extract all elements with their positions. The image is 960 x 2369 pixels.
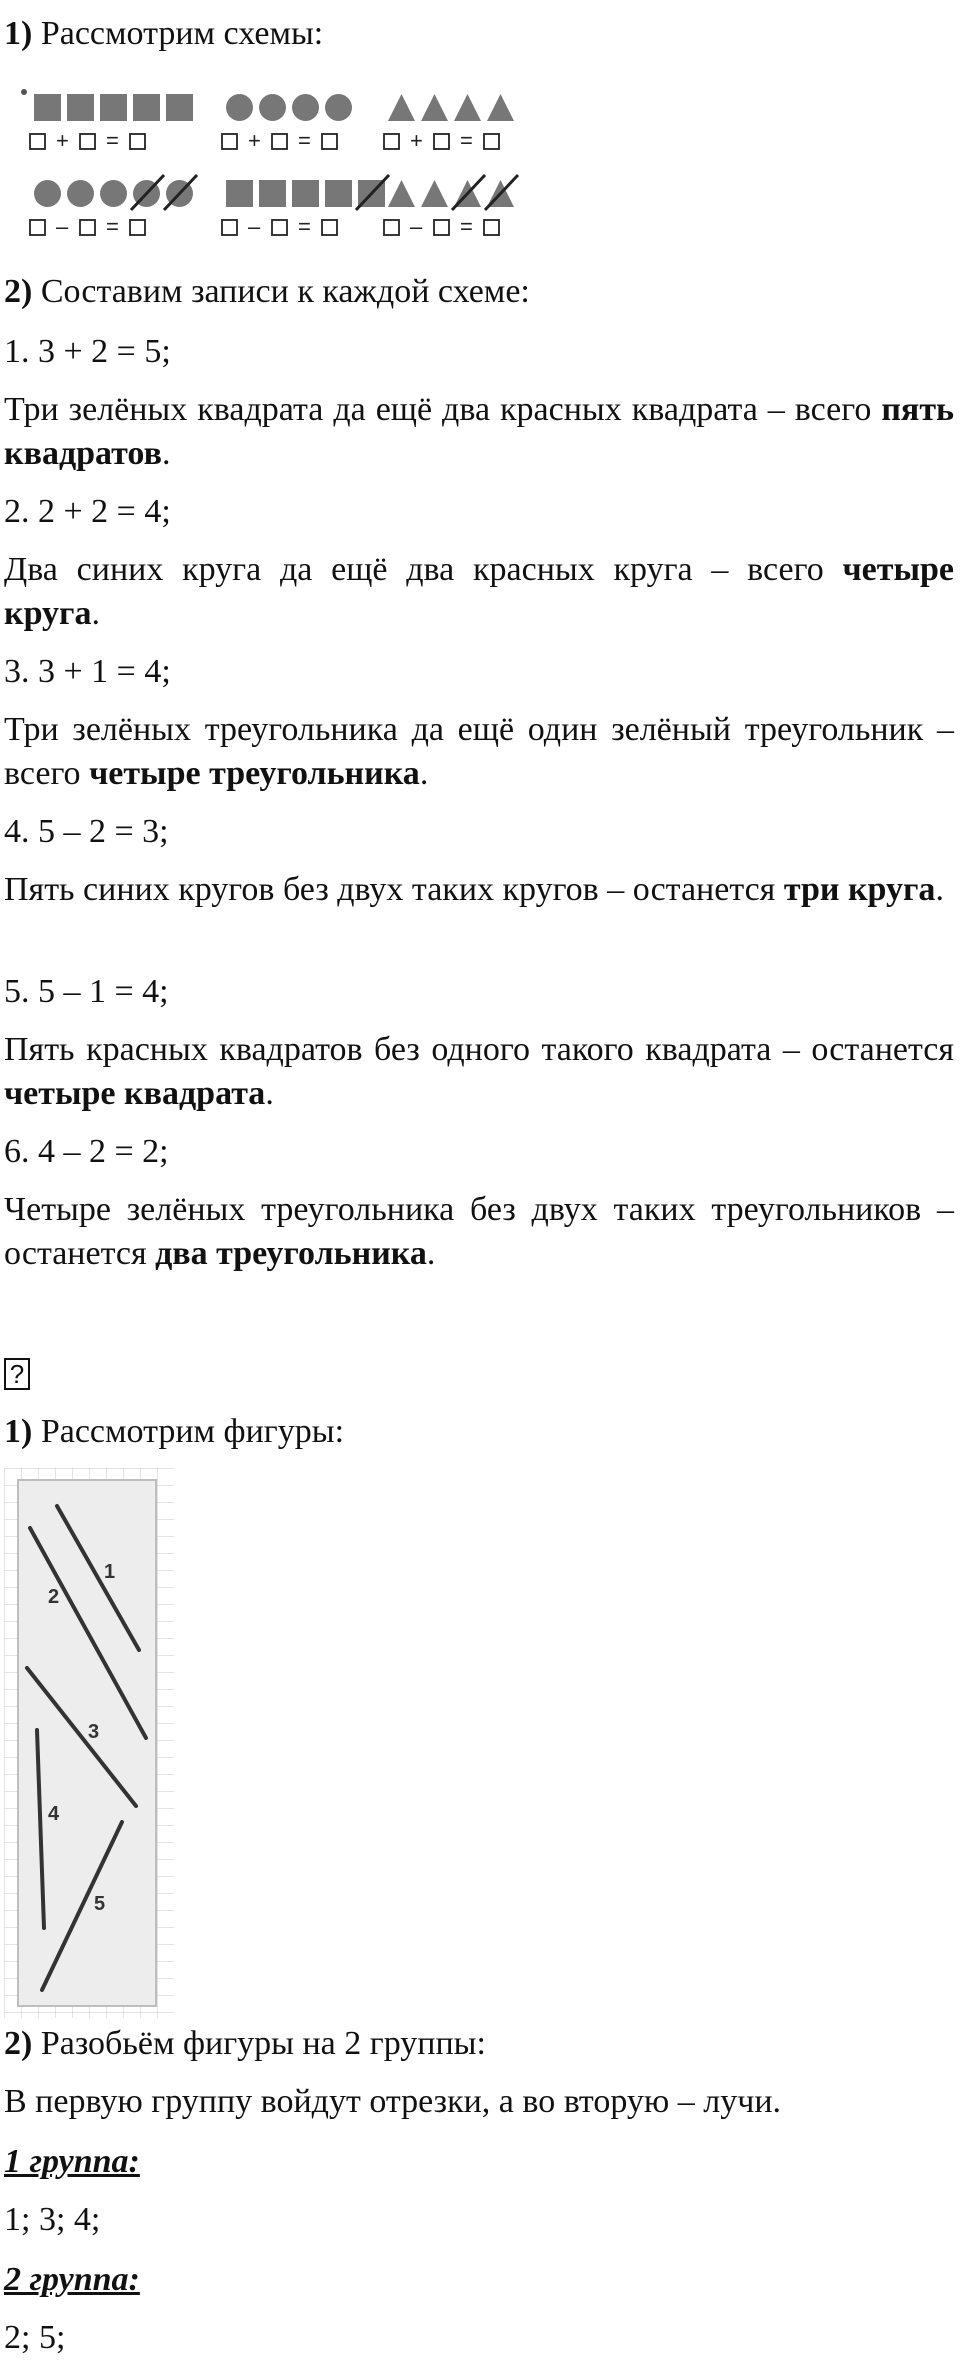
empty-box	[434, 220, 449, 235]
equation-4: 4. 5 – 2 = 3;	[4, 813, 169, 850]
sentence-5: Пять красных квадратов без одного такого квадрата – останется четыре квадрата.	[4, 1031, 954, 1112]
empty-box	[434, 134, 449, 149]
step2-heading: 2) Составим записи к каждой схеме:	[4, 273, 530, 310]
group1-items: 1; 3; 4;	[4, 2201, 101, 2238]
equals-sign: =	[460, 214, 473, 239]
empty-box	[322, 220, 337, 235]
part2-step2-heading: 2) Разобьём фигуры на 2 группы:	[4, 2025, 486, 2062]
sentence-1: Три зелёных квадрата да ещё два красных квадрата – всего пять квадратов.	[4, 391, 954, 472]
part2-step1-heading: 1) Рассмотрим фигуры:	[4, 1413, 345, 1450]
equation-2: 2. 2 + 2 = 4;	[4, 493, 171, 530]
sentence-3: Три зелёных треугольника да ещё один зелёный треугольник – всего четыре треугольника.	[4, 711, 954, 792]
square-shape	[100, 94, 127, 121]
empty-box	[272, 220, 287, 235]
operator-sign: +	[56, 128, 69, 153]
square-shape	[133, 94, 160, 121]
question-mark-box: ?	[4, 1358, 30, 1390]
square-shape	[67, 94, 94, 121]
sentence-4: Пять синих кругов без двух таких кругов – останется три круга.	[4, 871, 944, 908]
triangle-shape	[487, 94, 514, 121]
circle-shape	[292, 94, 319, 121]
circle-shape	[325, 94, 352, 121]
circle-shape	[259, 94, 286, 121]
operator-sign: –	[410, 214, 423, 239]
circle-shape	[226, 94, 253, 121]
sentence-6: Четыре зелёных треугольника без двух таких треугольников – останется два треугольника.	[4, 1191, 954, 1272]
group2-title: 2 группа:	[4, 2261, 140, 2298]
group1-title: 1 группа:	[4, 2143, 140, 2180]
square-shape	[226, 180, 253, 207]
empty-box	[384, 134, 399, 149]
square-shape	[325, 180, 352, 207]
label-1: 1	[104, 1561, 116, 1583]
equals-sign: =	[106, 214, 119, 239]
equals-sign: =	[298, 128, 311, 153]
triangle-shape	[388, 94, 415, 121]
empty-box	[130, 134, 145, 149]
equals-sign: =	[106, 128, 119, 153]
operator-sign: +	[248, 128, 261, 153]
lines-figure	[4, 1468, 174, 2018]
square-shape	[259, 180, 286, 207]
empty-box	[130, 220, 145, 235]
operator-sign: –	[248, 214, 261, 239]
square-shape	[34, 94, 61, 121]
equals-sign: =	[298, 214, 311, 239]
empty-box	[30, 220, 45, 235]
empty-box	[272, 134, 287, 149]
group2-items: 2; 5;	[4, 2319, 66, 2356]
label-4: 4	[48, 1803, 60, 1825]
circle-shape	[100, 180, 127, 207]
label-2: 2	[48, 1586, 60, 1608]
operator-sign: –	[56, 214, 69, 239]
schemes-figure	[8, 74, 564, 244]
dot-mark	[21, 89, 27, 95]
empty-box	[80, 220, 95, 235]
equals-sign: =	[460, 128, 473, 153]
equation-6: 6. 4 – 2 = 2;	[4, 1133, 169, 1170]
empty-box	[484, 220, 499, 235]
label-5: 5	[94, 1893, 106, 1915]
triangle-shape	[421, 94, 448, 121]
square-shape	[166, 94, 193, 121]
equation-5: 5. 5 – 1 = 4;	[4, 973, 169, 1010]
operator-sign: +	[410, 128, 423, 153]
triangle-shape	[454, 94, 481, 121]
empty-box	[484, 134, 499, 149]
empty-box	[222, 220, 237, 235]
circle-shape	[67, 180, 94, 207]
empty-box	[222, 134, 237, 149]
triangle-shape	[388, 180, 415, 207]
equation-1: 1. 3 + 2 = 5;	[4, 333, 171, 370]
sentence-2: Два синих круга да ещё два красных круга – всего четыре круга.	[4, 551, 954, 632]
label-3: 3	[88, 1721, 100, 1743]
square-shape	[292, 180, 319, 207]
equation-3: 3. 3 + 1 = 4;	[4, 653, 171, 690]
circle-shape	[34, 180, 61, 207]
groups-intro: В первую группу войдут отрезки, а во вторую – лучи.	[4, 2083, 782, 2120]
triangle-shape	[421, 180, 448, 207]
empty-box	[30, 134, 45, 149]
empty-box	[80, 134, 95, 149]
empty-box	[322, 134, 337, 149]
step1-heading: 1) Рассмотрим схемы:	[4, 15, 324, 52]
empty-box	[384, 220, 399, 235]
